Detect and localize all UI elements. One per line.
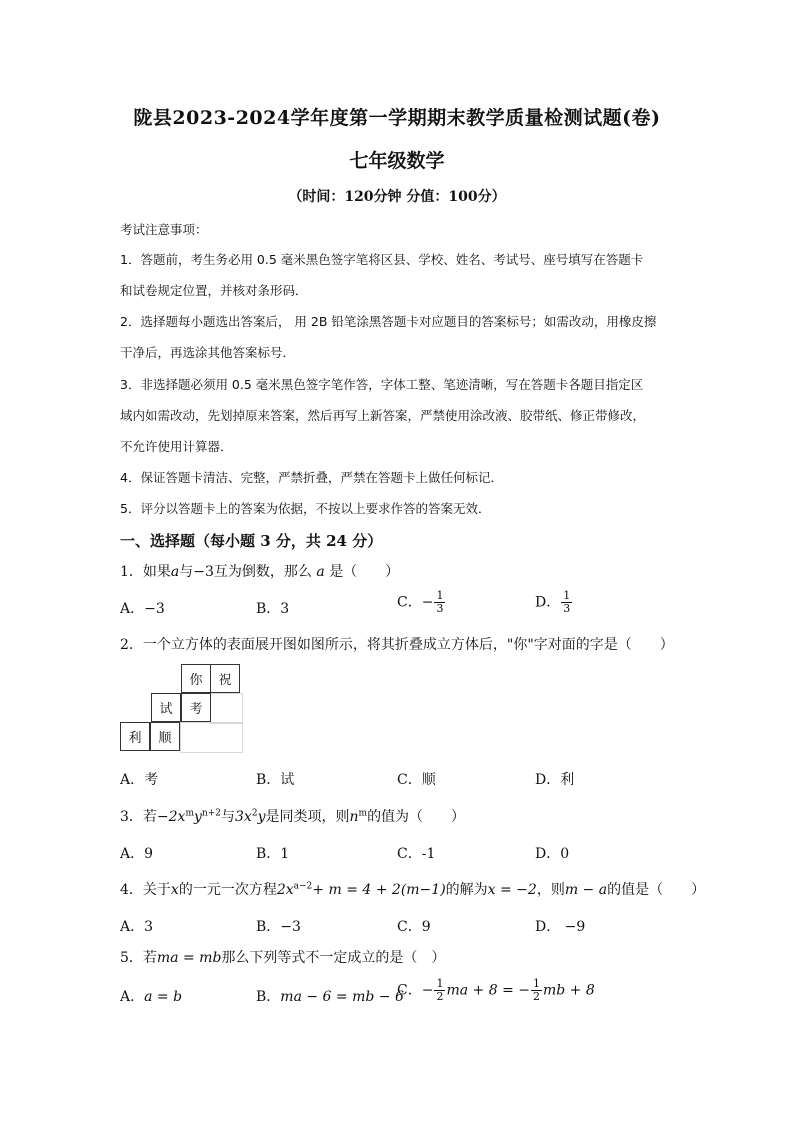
- note-line: 5．评分以答题卡上的答案为依据，不按以上要求作答的答案无效．: [120, 501, 491, 516]
- section-heading: 一、选择题（每小题 3 分，共 24 分）: [120, 532, 383, 550]
- option-b: B．试: [256, 772, 295, 788]
- note-line: 和试卷规定位置，并核对条形码．: [120, 283, 308, 298]
- net-cell: 你: [181, 664, 211, 693]
- option-c: C．− $\frac{1}{2}$ ma + 8 = − $\frac{1}{2}$ mb + 8: [397, 977, 595, 1003]
- note-line: 4．保证答题卡清洁、完整，严禁折叠，严禁在答题卡上做任何标记．: [120, 470, 503, 485]
- option-d: D．利: [535, 772, 575, 788]
- option-a: A．−3: [120, 601, 165, 617]
- option-b: B．ma − 6 = mb − 6: [256, 989, 404, 1005]
- note-line: 3．非选择题必须用 0.5 毫米黑色签字笔作答，字体工整、笔迹清晰，写在答题卡各题目指定区: [120, 377, 644, 392]
- exam-title: 陇县2023-2024学年度第一学期期末教学质量检测试题(卷): [133, 107, 661, 129]
- option-b: B．−3: [256, 919, 301, 935]
- cube-net-diagram: [120, 664, 244, 756]
- option-b: B．3: [256, 601, 290, 617]
- question-2: 2．一个立方体的表面展开图如图所示，将其折叠成立方体后，"你"字对面的字是（ ）: [120, 637, 674, 653]
- net-cell: 祝: [210, 664, 240, 693]
- option-d: D．0: [535, 846, 570, 862]
- note-line: 2．选择题每小题选出答案后， 用 2B 铅笔涂黑答题卡对应题目的答案标号；如需改动，用橡皮擦: [120, 314, 657, 329]
- note-line: 干净后，再选涂其他答案标号．: [120, 345, 296, 360]
- option-c: C．9: [397, 919, 431, 935]
- notes-heading: 考试注意事项：: [120, 222, 208, 237]
- option-c: C．顺: [397, 772, 436, 788]
- note-line: 域内如需改动，先划掉原来答案，然后再写上新答案，严禁使用涂改液、胶带纸、修正带修改，: [120, 408, 646, 423]
- option-d: D． −9: [535, 919, 586, 935]
- option-b: B．1: [256, 846, 290, 862]
- exam-meta: （时间：120分钟 分值：100分）: [288, 189, 506, 205]
- question-4: 4．关于x的一元一次方程$2x^{a-2}+ m = 4 + 2(m-1)$的解为x = −2，则m − a的值是（ ）: [120, 881, 706, 898]
- option-c: C．− $\frac{1}{3}$: [397, 589, 444, 615]
- note-line: 不允许使用计算器．: [120, 439, 233, 454]
- net-cell: 试: [151, 693, 181, 722]
- option-c: C．-1: [397, 846, 436, 862]
- net-cell: 利: [120, 722, 150, 751]
- net-cell: 顺: [150, 722, 180, 751]
- exam-subtitle: 七年级数学: [349, 150, 445, 172]
- option-a: A．3: [120, 919, 154, 935]
- note-line: 1．答题前，考生务必用 0.5 毫米黑色签字笔将区县、学校、姓名、考试号、座号填写在答题卡: [120, 252, 644, 267]
- question-5: 5．若ma = mb那么下列等式不一定成立的是（ ）: [120, 950, 446, 966]
- option-a: A．a = b: [120, 989, 183, 1005]
- question-3: 3．若$-2x^my^{n+2}$与$3x^2y$是同类项，则$n^m$的值为（ ）: [120, 808, 466, 825]
- option-d: D． $\frac{1}{3}$: [535, 589, 571, 615]
- option-a: A．9: [120, 846, 154, 862]
- question-1: 1．如果a与−3互为倒数，那么 a 是（ ）: [120, 564, 400, 580]
- net-cell: 考: [181, 693, 211, 722]
- option-a: A．考: [120, 772, 159, 788]
